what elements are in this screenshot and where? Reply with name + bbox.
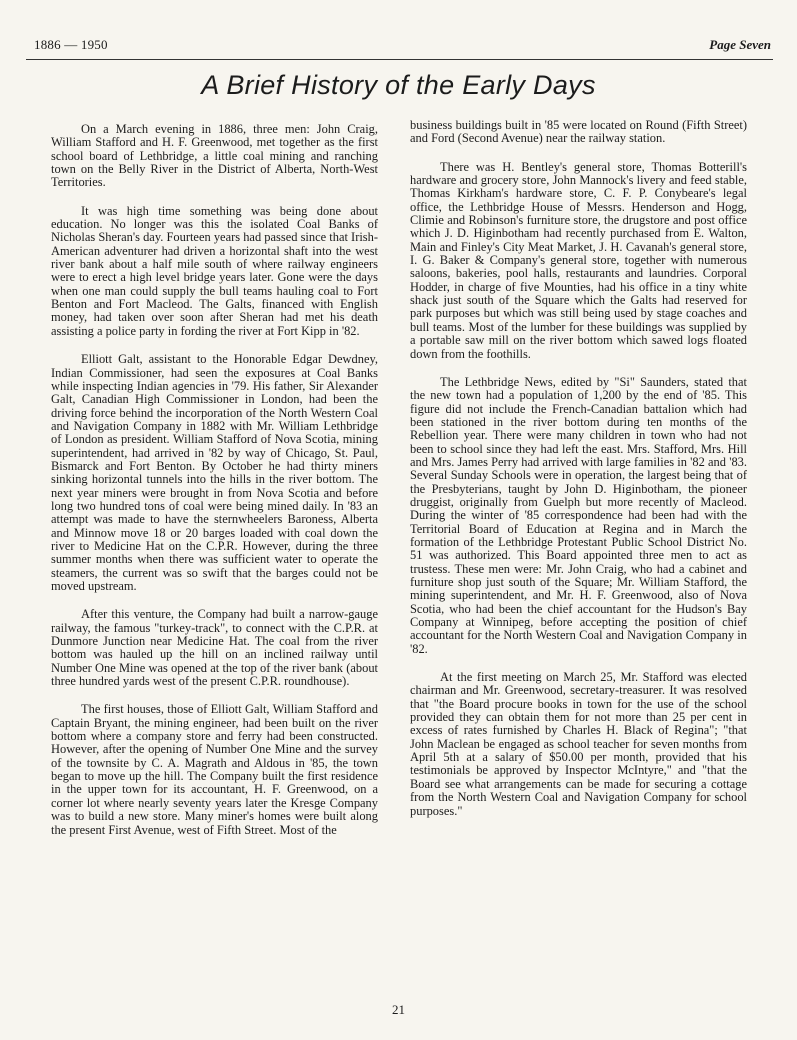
paragraph: It was high time something was being done about education. No longer was this the isolated Coal Banks of Nicholas Sheran's day. Fourteen years had passed since that Irish-American adventurer had driven a horizontal shaft into the west river bank about a half mile south of where railway engineers were to erect a high level bridge years later. Gone were the days when one man could supply the bull teams hauling coal to Fort Benton and Fort Macleod. The Galts, financed with English money, had taken over soon after Sheran had met his death assisting a police party in fording the river at Fort Kipp in '82. bbox=[51, 203, 378, 338]
left-column bbox=[51, 123, 378, 852]
paragraph: After this venture, the Company had built a narrow-gauge railway, the famous "turkey-track", to connect with the C.P.R. at Dunmore Junction near Medicine Hat. The coal from the river bottom was hauled up the hill on an inclined railway until Number One Mine was opened at the top of the river bank (about three hundred yards west of the present C.P.R. roundhouse). bbox=[51, 607, 378, 689]
paragraph-continuation: business buildings built in '85 were located on Round (Fifth Street) and Ford (Second Avenue) near the railway station. bbox=[410, 118, 747, 146]
right-column bbox=[410, 119, 747, 833]
header-date-range: 1886 — 1950 bbox=[34, 37, 108, 52]
article-title: A Brief History of the Early Days bbox=[201, 70, 596, 100]
paragraph: At the first meeting on March 25, Mr. Stafford was elected chairman and Mr. Greenwood, secretary-treasurer. It was resolved that "the Board procure books in town for the use of the school provided they can obtain them for not more than 25 per cent in excess of rates furnished by Charles H. Black of Regina"; "that John Maclean be engaged as school teacher for seven months from April 5th at a salary of $50.00 per month, provided that his testimonials be approved by Inspector McIntyre," and "that the Board see what arrangements can be made for securing a cottage from the North Western Coal and Navigation Company for school purposes." bbox=[410, 670, 747, 818]
paragraph: On a March evening in 1886, three men: John Craig, William Stafford and H. F. Greenwood, met together as the first school board of Lethbridge, a little coal mining and ranching town on the Belly River in the District of Alberta, North-West Territories. bbox=[51, 122, 378, 190]
page-number: 21 bbox=[392, 1002, 405, 1017]
paragraph: Elliott Galt, assistant to the Honorable Edgar Dewdney, Indian Commissioner, had seen the exposures at Coal Banks while inspecting Indian agencies in '79. His father, Sir Alexander Galt, Canadian High Commissioner in London, had been the driving force behind the incorporation of the North Western Coal and Navigation Company in 1882 with Mr. William Lethbridge of London as president. William Stafford of Nova Scotia, mining superintendent, had arrived in '82 by way of Chicago, St. Paul, Bismarck and Fort Benton. By October he had thirty miners sinking horizontal tunnels into the hills in the river bottom. The next year miners were brought in from Nova Scotia and before long two hundred tons of coal were being mined daily. In '83 an attempt was made to have the sternwheelers Baroness, Alberta and Minnow move 18 or 20 barges loaded with coal down the river to Medicine Hat on the C.P.R. However, during the three summer months when there was sufficient water to operate the steamers, the current was so swift that the barges could not be moved upstream. bbox=[51, 352, 378, 593]
paragraph: There was H. Bentley's general store, Thomas Botterill's hardware and grocery store, John Mannock's livery and feed stable, Thomas Kirkham's hardware store, C. F. P. Conybeare's legal office, the Lethbridge House of Messrs. Henderson and Hogg, Climie and Robinson's furniture store, the drugstore and post office which J. D. Higinbotham had recently purchased from E. Walton, Main and Finley's City Meat Market, J. H. Cavanah's general store, I. G. Baker & Company's general store, together with numerous saloons, bakeries, pool halls, restaurants and laundries. Corporal Hodder, in charge of five Mounties, had his office in a tiny white shack just south of the Square which the Galts had reserved for park purposes but which was still being used by stage coaches and bull teams. Most of the lumber for these buildings was supplied by a portable saw mill on the river bottom which sawed logs floated down from the foothills. bbox=[410, 159, 747, 361]
header-rule bbox=[26, 59, 773, 60]
paragraph: The Lethbridge News, edited by "Si" Saunders, stated that the new town had a population of 1,200 by the end of '85. This figure did not include the French-Canadian battalion which had been stationed in the river bottom during ten months of the Rebellion year. There were many children in town who had not been to school since they had left the east. Mrs. Stafford, Mrs. Hill and Mrs. James Perry had arrived with large families in '82 and '83. Several Sunday Schools were in operation, the largest being that of the Presbyterians, taught by John D. Higinbotham, the pioneer druggist, originally from Guelph but more recently of Macleod. During the winter of '85 correspondence had been had with the Territorial Board of Education at Regina and in March the formation of the Lethbridge Protestant Public School District No. 51 was authorized. This Board appointed three men to act as trustess. These men were: Mr. John Craig, who had a cabinet and furniture shop just south of the Square; Mr. William Stafford, the mining superintendent, and Mr. H. F. Greenwood, also of Nova Scotia, who had been the chief accountant for the Hudson's Bay Company at Winnipeg, before accepting the position of chief accountant for the North Western Coal and Navigation Company in '82. bbox=[410, 374, 747, 656]
header-page-label: Page Seven bbox=[709, 37, 771, 52]
paragraph: The first houses, those of Elliott Galt, William Stafford and Captain Bryant, the mining engineer, had been built on the river bottom where a company store and ferry had been constructed. However, after the opening of Number One Mine and the survey of the townsite by C. A. Magrath and Aldous in '85, the town began to move up the hill. The Company built the first residence in the upper town for its accountant, H. F. Greenwood, on a corner lot where nearly seventy years later the Kresge Company was to build a new store. Many miner's homes were built along the present First Avenue, west of Fifth Street. Most of the bbox=[51, 702, 378, 837]
